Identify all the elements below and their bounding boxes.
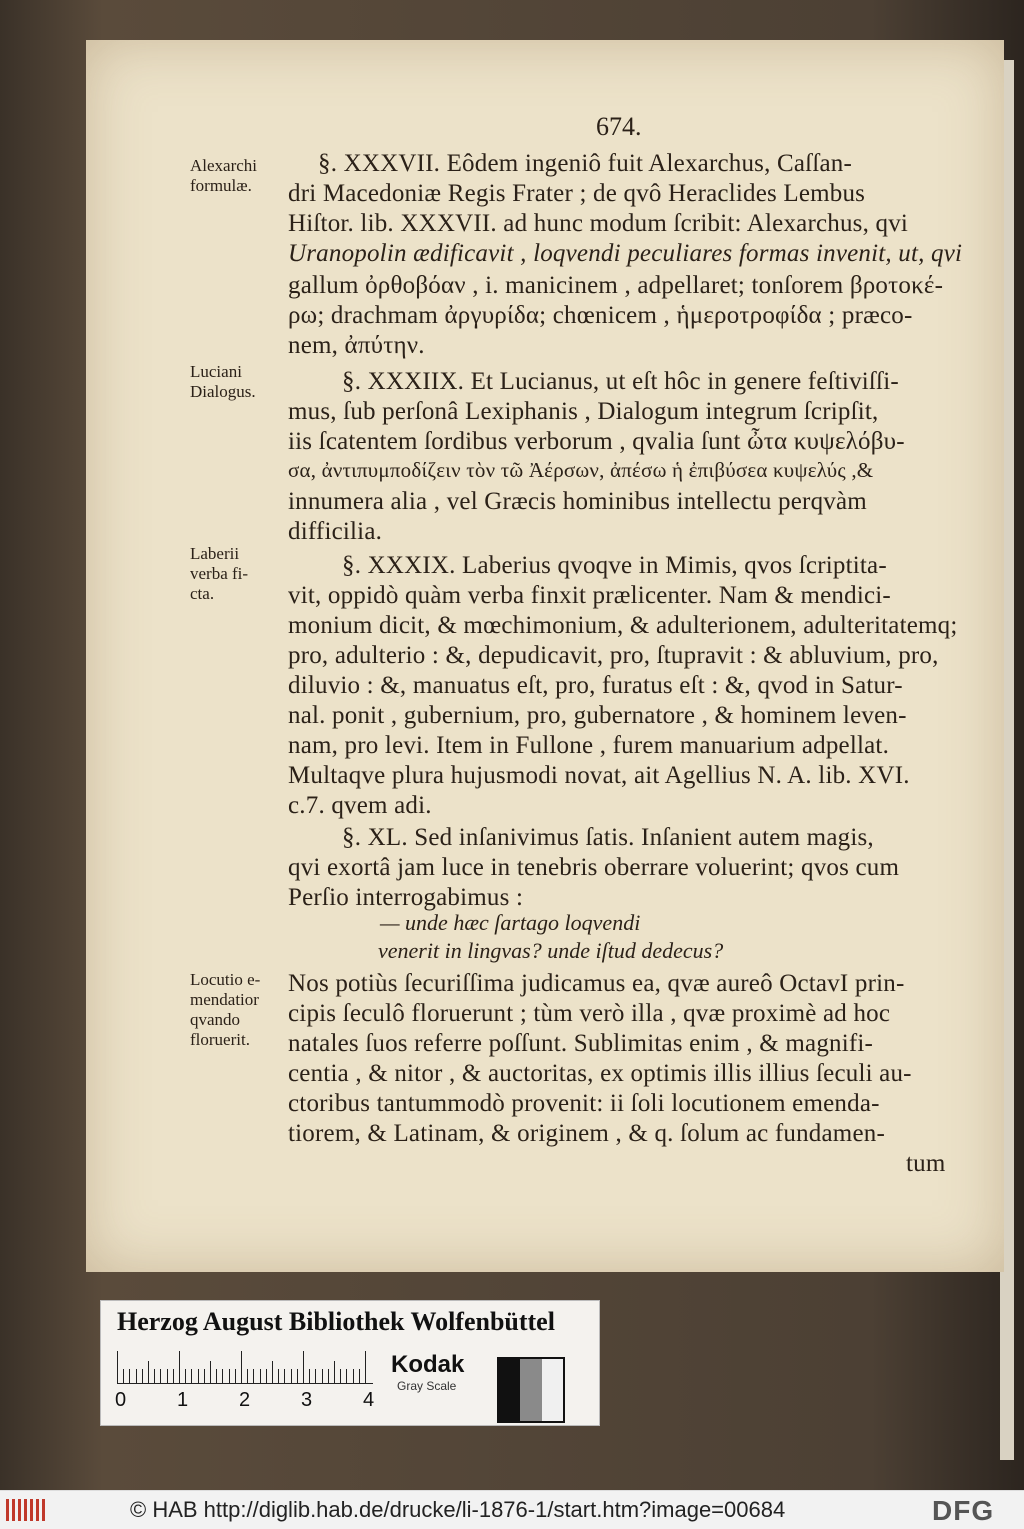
margin-note-line: Alexarchi bbox=[190, 156, 258, 175]
ruler-tick bbox=[278, 1369, 279, 1383]
text-line: Perſio interrogabimus : bbox=[288, 884, 524, 911]
margin-note-line: formulæ. bbox=[190, 176, 252, 195]
ruler-tick bbox=[235, 1369, 236, 1383]
ruler-number: 1 bbox=[177, 1389, 189, 1411]
ruler bbox=[117, 1349, 373, 1384]
text-line: difficilia. bbox=[288, 518, 383, 545]
margin-note-line: Laberii bbox=[190, 544, 240, 563]
text-line: pro, adulterio : &, depudicavit, pro, ſtupravit : & abluvium, pro, bbox=[288, 642, 939, 669]
footer-copyright-link[interactable]: © HAB http://diglib.hab.de/drucke/li-1876-1/start.htm?image=00684 bbox=[130, 1497, 786, 1522]
ruler-tick bbox=[198, 1369, 199, 1383]
ruler-tick bbox=[142, 1369, 143, 1383]
text-line: cipis ſeculô floruerunt ; tùm verò illa , qvæ proximè ad hoc bbox=[288, 1000, 891, 1027]
text-line: §. XXXIX. Laberius qvoqve in Mimis, qvos ſcriptita- bbox=[342, 552, 887, 579]
margin-note-line: qvando bbox=[190, 1010, 241, 1029]
text-line: §. XXXIIX. Et Lucianus, ut eſt hôc in genere feſtiviſſi- bbox=[342, 368, 899, 395]
margin-note-alexarchi bbox=[190, 156, 257, 196]
margin-note-locutio bbox=[190, 970, 260, 1050]
ruler-tick bbox=[129, 1369, 130, 1383]
ruler-tick bbox=[167, 1369, 168, 1383]
margin-note-laberii bbox=[190, 544, 248, 604]
text-line: tum bbox=[906, 1150, 946, 1177]
quote-line: venerit in lingvas? unde iſtud dedecus? bbox=[378, 938, 724, 963]
gray-swatch bbox=[499, 1359, 520, 1421]
ruler-tick bbox=[247, 1369, 248, 1383]
ruler-tick bbox=[346, 1369, 347, 1383]
ruler-tick bbox=[328, 1369, 329, 1383]
ruler-tick bbox=[260, 1369, 261, 1383]
text-line: gallum ὀρθοβόαν , i. manicinem , adpellaret; tonſorem βροτοκέ- bbox=[288, 272, 944, 299]
gray-swatch bbox=[542, 1359, 563, 1421]
ruler-tick bbox=[123, 1369, 124, 1383]
text-line: dri Macedoniæ Regis Frater ; de qvô Heraclides Lembus bbox=[288, 180, 866, 207]
text-line: iis ſcatentem ſordibus verborum , qvalia ſunt ὦτα κυψελόβυ- bbox=[288, 428, 905, 455]
text-line: Nos potiùs ſecuriſſima judicamus ea, qvæ aureô OctavI prin- bbox=[288, 970, 905, 997]
text-line: monium dicit, & mœchimonium, & adulterionem, adulteritatemq; bbox=[288, 612, 958, 639]
margin-note-line: verba fi- bbox=[190, 564, 249, 583]
text-line: mus, ſub perſonâ Lexiphanis , Dialogum integrum ſcripſit, bbox=[288, 398, 879, 425]
text-line: vit, oppidò quàm verba finxit prælicenter. Nam & mendici- bbox=[288, 582, 891, 609]
dfg-logo: DFG bbox=[932, 1495, 995, 1526]
ruler-tick bbox=[334, 1361, 335, 1383]
margin-note-line: Luciani bbox=[190, 362, 242, 381]
text-line: nal. ponit , gubernium, pro, gubernatore , & hominem leven- bbox=[288, 702, 907, 729]
text-line: Multaqve plura hujusmodi novat, ait Agellius N. A. lib. XVI. bbox=[288, 762, 910, 789]
ruler-tick bbox=[222, 1369, 223, 1383]
ruler-tick bbox=[241, 1351, 242, 1383]
ruler-tick bbox=[322, 1369, 323, 1383]
text-line: ctoribus tantummodò provenit: ii ſoli locutionem emenda- bbox=[288, 1090, 880, 1117]
ruler-tick bbox=[297, 1369, 298, 1383]
margin-note-line: mendatior bbox=[190, 990, 259, 1009]
ruler-tick bbox=[284, 1369, 285, 1383]
ruler-number: 2 bbox=[239, 1389, 251, 1411]
ruler-tick bbox=[154, 1369, 155, 1383]
text-line: Uranopolin ædificavit , loqvendi peculiares formas invenit, ut, qvi bbox=[288, 240, 963, 267]
ruler-tick bbox=[216, 1369, 217, 1383]
ruler-tick bbox=[229, 1369, 230, 1383]
kodak-logo: Kodak bbox=[391, 1351, 465, 1378]
ruler-tick bbox=[204, 1369, 205, 1383]
ruler-tick bbox=[353, 1369, 354, 1383]
quote-line: — unde hæc ſartago loqvendi bbox=[380, 910, 641, 935]
ruler-tick bbox=[191, 1369, 192, 1383]
text-line: nem, ἀπύτην. bbox=[288, 332, 425, 359]
ruler-number: 0 bbox=[115, 1389, 127, 1411]
ruler-tick bbox=[272, 1361, 273, 1383]
ruler-tick bbox=[173, 1369, 174, 1383]
margin-note-luciani bbox=[190, 362, 256, 402]
ruler-tick bbox=[136, 1369, 137, 1383]
ruler-tick bbox=[315, 1369, 316, 1383]
margin-note-line: Locutio e- bbox=[190, 970, 261, 989]
page-number: 674. bbox=[596, 112, 642, 141]
ruler-tick bbox=[148, 1361, 149, 1383]
ruler-tick bbox=[309, 1369, 310, 1383]
text-line: ρω; drachmam ἀργυρίδα; chœnicem , ἡμεροτροφίδα ; præco- bbox=[288, 302, 913, 329]
ruler-tick bbox=[253, 1369, 254, 1383]
text-line: tiorem, & Latinam, & originem , & q. ſolum ac fundamen- bbox=[288, 1120, 885, 1147]
ruler-tick bbox=[179, 1351, 180, 1383]
gray-swatches bbox=[497, 1357, 565, 1423]
footer-bar bbox=[0, 1490, 1024, 1529]
margin-note-line: floruerit. bbox=[190, 1030, 250, 1049]
ruler-number: 4 bbox=[363, 1389, 375, 1411]
text-line: σα, ἀντιπυμποδίζειν τὸν τῶ Ἀέρσων, ἀπέσω ἡ ἐπιβύσεα κυψελύς ,& bbox=[288, 458, 874, 482]
ruler-tick bbox=[359, 1369, 360, 1383]
text-line: diluvio : &, manuatus eſt, pro, furatus eſt : &, qvod in Satur- bbox=[288, 672, 903, 699]
text-line: Hiſtor. lib. XXXVII. ad hunc modum ſcribit: Alexarchus, qvi bbox=[288, 210, 909, 237]
ruler-tick bbox=[210, 1361, 211, 1383]
ruler-tick bbox=[340, 1369, 341, 1383]
ruler-tick bbox=[365, 1351, 366, 1383]
margin-note-line: Dialogus. bbox=[190, 382, 256, 401]
gray-scale-label: Gray Scale bbox=[397, 1379, 457, 1393]
card-title: Herzog August Bibliothek Wolfenbüttel bbox=[117, 1307, 555, 1336]
gray-swatch bbox=[520, 1359, 541, 1421]
text-line: §. XL. Sed inſanivimus ſatis. Inſanient autem magis, bbox=[342, 824, 874, 851]
text-line: c.7. qvem adi. bbox=[288, 792, 432, 819]
margin-note-line: cta. bbox=[190, 584, 215, 603]
ruler-tick bbox=[291, 1369, 292, 1383]
text-line: nam, pro levi. Item in Fullone , furem manuarium adpellat. bbox=[288, 732, 890, 759]
text-line: innumera alia , vel Græcis hominibus intellectu perqvàm bbox=[288, 488, 867, 515]
ruler-tick bbox=[160, 1369, 161, 1383]
ruler-number: 3 bbox=[301, 1389, 313, 1411]
color-checker-card bbox=[100, 1300, 600, 1426]
ruler-tick bbox=[185, 1369, 186, 1383]
ruler-tick bbox=[117, 1351, 118, 1383]
ruler-tick bbox=[266, 1369, 267, 1383]
text-line: centia , & nitor , & auctoritas, ex optimis illis illius ſeculi au- bbox=[288, 1060, 912, 1087]
library-logo-icon bbox=[6, 1499, 46, 1521]
text-line: §. XXXVII. Eôdem ingeniô fuit Alexarchus, Caſſan- bbox=[318, 150, 852, 177]
text-line: natales ſuos referre poſſunt. Sublimitas enim , & magnifi- bbox=[288, 1030, 874, 1057]
ruler-tick bbox=[303, 1351, 304, 1383]
text-line: qvi exortâ jam luce in tenebris oberrare voluerint; qvos cum bbox=[288, 854, 900, 881]
